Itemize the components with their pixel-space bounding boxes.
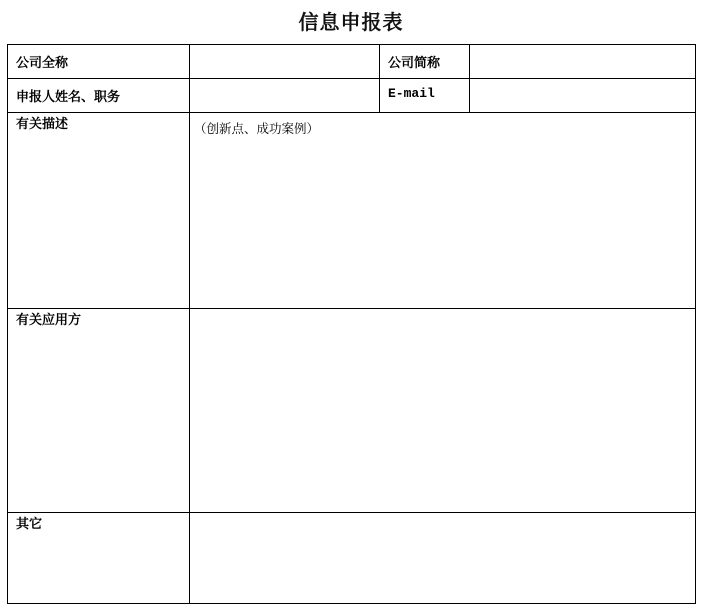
information-declaration-form xyxy=(7,44,696,604)
application-party-input-cell[interactable] xyxy=(190,309,696,513)
email-label-cell xyxy=(380,79,470,113)
company-full-name-label: 公司全称 xyxy=(16,55,69,70)
applicant-name-title-label-cell xyxy=(8,79,190,113)
description-label-cell xyxy=(8,113,190,309)
company-full-name-label-cell xyxy=(8,45,190,79)
description-input-cell[interactable] xyxy=(190,113,696,309)
applicant-name-title-input-cell[interactable] xyxy=(190,79,380,113)
description-input[interactable] xyxy=(190,137,695,153)
other-label: 其它 xyxy=(16,516,43,531)
application-party-label-cell xyxy=(8,309,190,513)
table-row xyxy=(8,45,696,79)
email-label: E-mail xyxy=(388,86,435,101)
company-short-name-label: 公司简称 xyxy=(388,55,441,70)
other-label-cell xyxy=(8,513,190,604)
table-row xyxy=(8,79,696,113)
applicant-name-title-label: 申报人姓名、职务 xyxy=(16,89,121,104)
other-input[interactable] xyxy=(190,513,695,529)
table-row xyxy=(8,513,696,604)
company-short-name-label-cell xyxy=(380,45,470,79)
description-label: 有关描述 xyxy=(16,116,69,131)
applicant-name-title-input[interactable] xyxy=(190,79,379,95)
company-short-name-input[interactable] xyxy=(470,45,695,61)
company-full-name-input-cell[interactable] xyxy=(190,45,380,79)
email-input[interactable] xyxy=(470,79,695,95)
table-row xyxy=(8,309,696,513)
other-input-cell[interactable] xyxy=(190,513,696,604)
description-hint: （创新点、成功案例） xyxy=(194,122,320,136)
application-party-label: 有关应用方 xyxy=(16,312,82,327)
application-party-input[interactable] xyxy=(190,309,695,325)
company-short-name-input-cell[interactable] xyxy=(470,45,696,79)
table-row xyxy=(8,113,696,309)
company-full-name-input[interactable] xyxy=(190,45,379,61)
email-input-cell[interactable] xyxy=(470,79,696,113)
page-title: 信息申报表 xyxy=(298,12,404,34)
